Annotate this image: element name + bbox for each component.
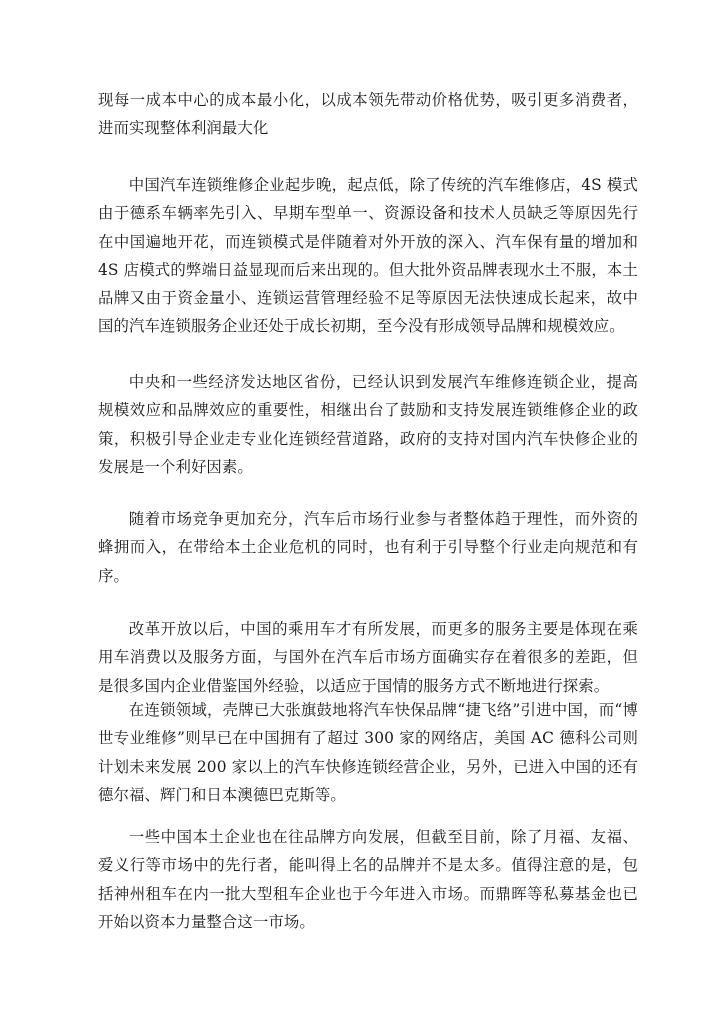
paragraph-7-block (98, 823, 638, 936)
paragraph-local-brands: 一些中国本土企业也在往品牌方向发展，但截至目前，除了月福、友福、爱义行等市场中的先行者，能叫得上名的品牌并不是太多。值得注意的是，包括神州租车在内一批大型租车企业也于今年进入市场。而鼎晖等私募基金也已开始以资本力量整合这一市场。 (98, 828, 638, 931)
paragraph-6-block (98, 696, 638, 809)
paragraph-industry-background: 中国汽车连锁维修企业起步晚，起点低，除了传统的汽车维修店，4S 模式由于德系车辆率先引入、早期车型单一、资源设备和技术人员缺乏等原因先行在中国遍地开花，而连锁模式是伴随着对外开放的深入、汽车保有量的增加和 4S 店模式的弊端日益显现而后来出现的。但大批外资品牌表现水土不服，本土品牌又由于资金量小、连锁运营管理经验不足等原因无法快速成长起来，故中国的汽车连锁服务企业还处于成长初期，至今没有形成领导品牌和规模效应。 (98, 176, 638, 336)
paragraph-government-support: 中央和一些经济发达地区省份，已经认识到发展汽车维修连锁企业，提高规模效应和品牌效应的重要性，相继出台了鼓励和支持发展连锁维修企业的政策，积极引导企业走专业化连锁经营道路，政府的支持对国内汽车快修企业的发展是一个利好因素。 (98, 373, 638, 476)
paragraph-1-block (98, 86, 638, 143)
paragraph-chain-field: 在连锁领域，壳牌已大张旗鼓地将汽车快保品牌“捷飞络”引进中国，而“博世专业维修”则早已在中国拥有了超过 300 家的网络店，美国 AC 德科公司则计划未来发展 200 家以上的汽车快修连锁经营企业，另外，已进入中国的还有德尔福、辉门和日本澳德巴克斯等。 (98, 701, 638, 804)
paragraph-2-block (98, 171, 638, 341)
paragraph-5-block (98, 615, 638, 700)
paragraph-3-block (98, 368, 638, 481)
paragraph-continuation: 现每一成本中心的成本最小化，以成本领先带动价格优势，吸引更多消费者，进而实现整体利润最大化 (98, 91, 638, 138)
paragraph-market-competition: 随着市场竞争更加充分，汽车后市场行业参与者整体趋于理性，而外资的蜂拥而入，在带给本土企业危机的同时，也有利于引导整个行业走向规范和有序。 (98, 510, 638, 585)
paragraph-reform-development: 改革开放以后，中国的乘用车才有所发展，而更多的服务主要是体现在乘用车消费以及服务方面，与国外在汽车后市场方面确实存在着很多的差距，但是很多国内企业借鉴国外经验，以适应于国情的服务方式不断地进行探索。 (98, 620, 638, 695)
paragraph-4-block (98, 505, 638, 590)
